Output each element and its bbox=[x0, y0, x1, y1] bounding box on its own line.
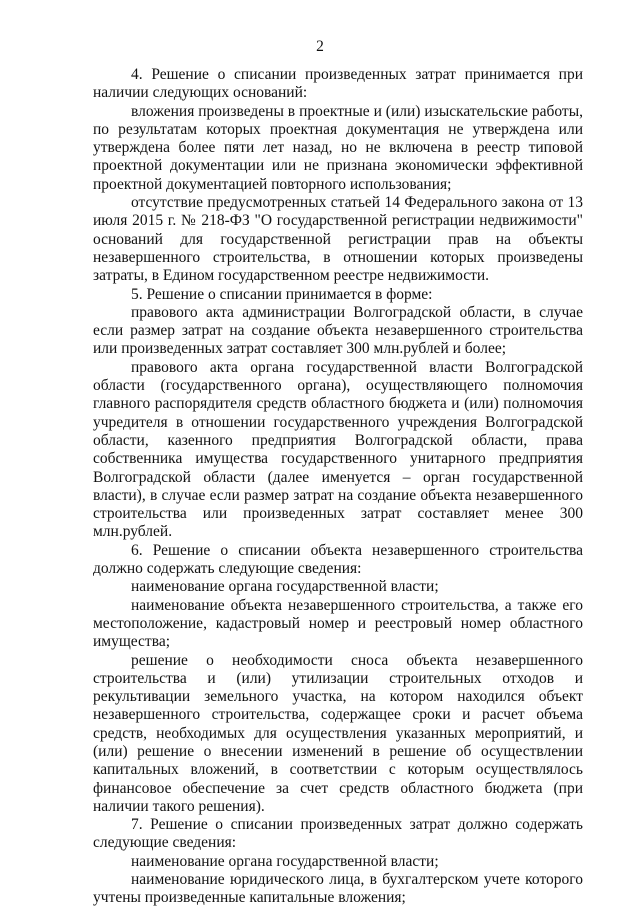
paragraph-item-4-intro: 4. Решение о списании произведенных затрат принимается при наличии следующих оснований: bbox=[93, 66, 583, 102]
paragraph-legal-entity-name: наименование юридического лица, в бухгалтерском учете которого учтены произведенные капитальные вложения; bbox=[93, 871, 583, 907]
document-body bbox=[93, 66, 583, 908]
paragraph-authority-name: наименование органа государственной власти; bbox=[131, 578, 439, 596]
paragraph-item-7-intro: 7. Решение о списании произведенных затрат должно содержать следующие сведения: bbox=[93, 816, 583, 852]
paragraph-no-registration-grounds: отсутствие предусмотренных статьей 14 Федерального закона от 13 июля 2015 г. № 218-ФЗ "О государственной регистрации недвижимости" оснований для государственной регистрации прав на объекты незавершенного строительства, в отношении которых произведены затраты, в Едином государственном реестре недвижимости. bbox=[93, 194, 583, 285]
paragraph-authority-name-2: наименование органа государственной власти; bbox=[131, 852, 439, 870]
paragraph-item-6-intro: 6. Решение о списании объекта незавершенного строительства должно содержать следующие сведения: bbox=[93, 541, 583, 578]
paragraph-demolition-decision: решение о необходимости сноса объекта незавершенного строительства и (или) утилизации строительных отходов и рекультивации земельного участка, на котором находился объект незавершенного строительства, содержащее сроки и расчет объема средств, необходимых для осуществления указанных мероприятий, и (или) решение о внесении изменений в решение об осуществлении капитальных вложений, в соответствии с которым осуществлялось финансовое обеспечение за счет средств областного бюджета (при наличии такого решения). bbox=[93, 651, 583, 815]
paragraph-item-5-intro: 5. Решение о списании принимается в форме: bbox=[131, 285, 433, 303]
paragraph-design-works: вложения произведены в проектные и (или) изыскательские работы, по результатам которых проектная документация не утверждена или утверждена более пяти лет назад, но не включена в реестр типовой проектной документации или не признана экономически эффективной проектной документацией повторного использования; bbox=[93, 102, 583, 193]
paragraph-administration-act: правового акта администрации Волгоградской области, в случае если размер затрат на создание объекта незавершенного строительства или произведенных затрат составляет 300 млн.рублей и более; bbox=[93, 303, 583, 358]
page-number: 2 bbox=[316, 38, 324, 55]
paragraph-object-name: наименование объекта незавершенного строительства, а также его местоположение, кадастровый номер и реестровый номер областного имущества; bbox=[93, 596, 583, 651]
paragraph-authority-act: правового акта органа государственной власти Волгоградской области (государственного органа), осуществляющего полномочия главного распорядителя средств областного бюджета и (или) полномочия учредителя в отношении государственного учреждения Волгоградской области, казенного предприятия Волгоградской области, права собственника имущества государственного унитарного предприятия Волгоградской области (далее именуется – орган государственной власти), в случае если размер затрат на создание объекта незавершенного строительства или произведенных затрат составляет менее 300 млн.рублей. bbox=[93, 358, 583, 541]
